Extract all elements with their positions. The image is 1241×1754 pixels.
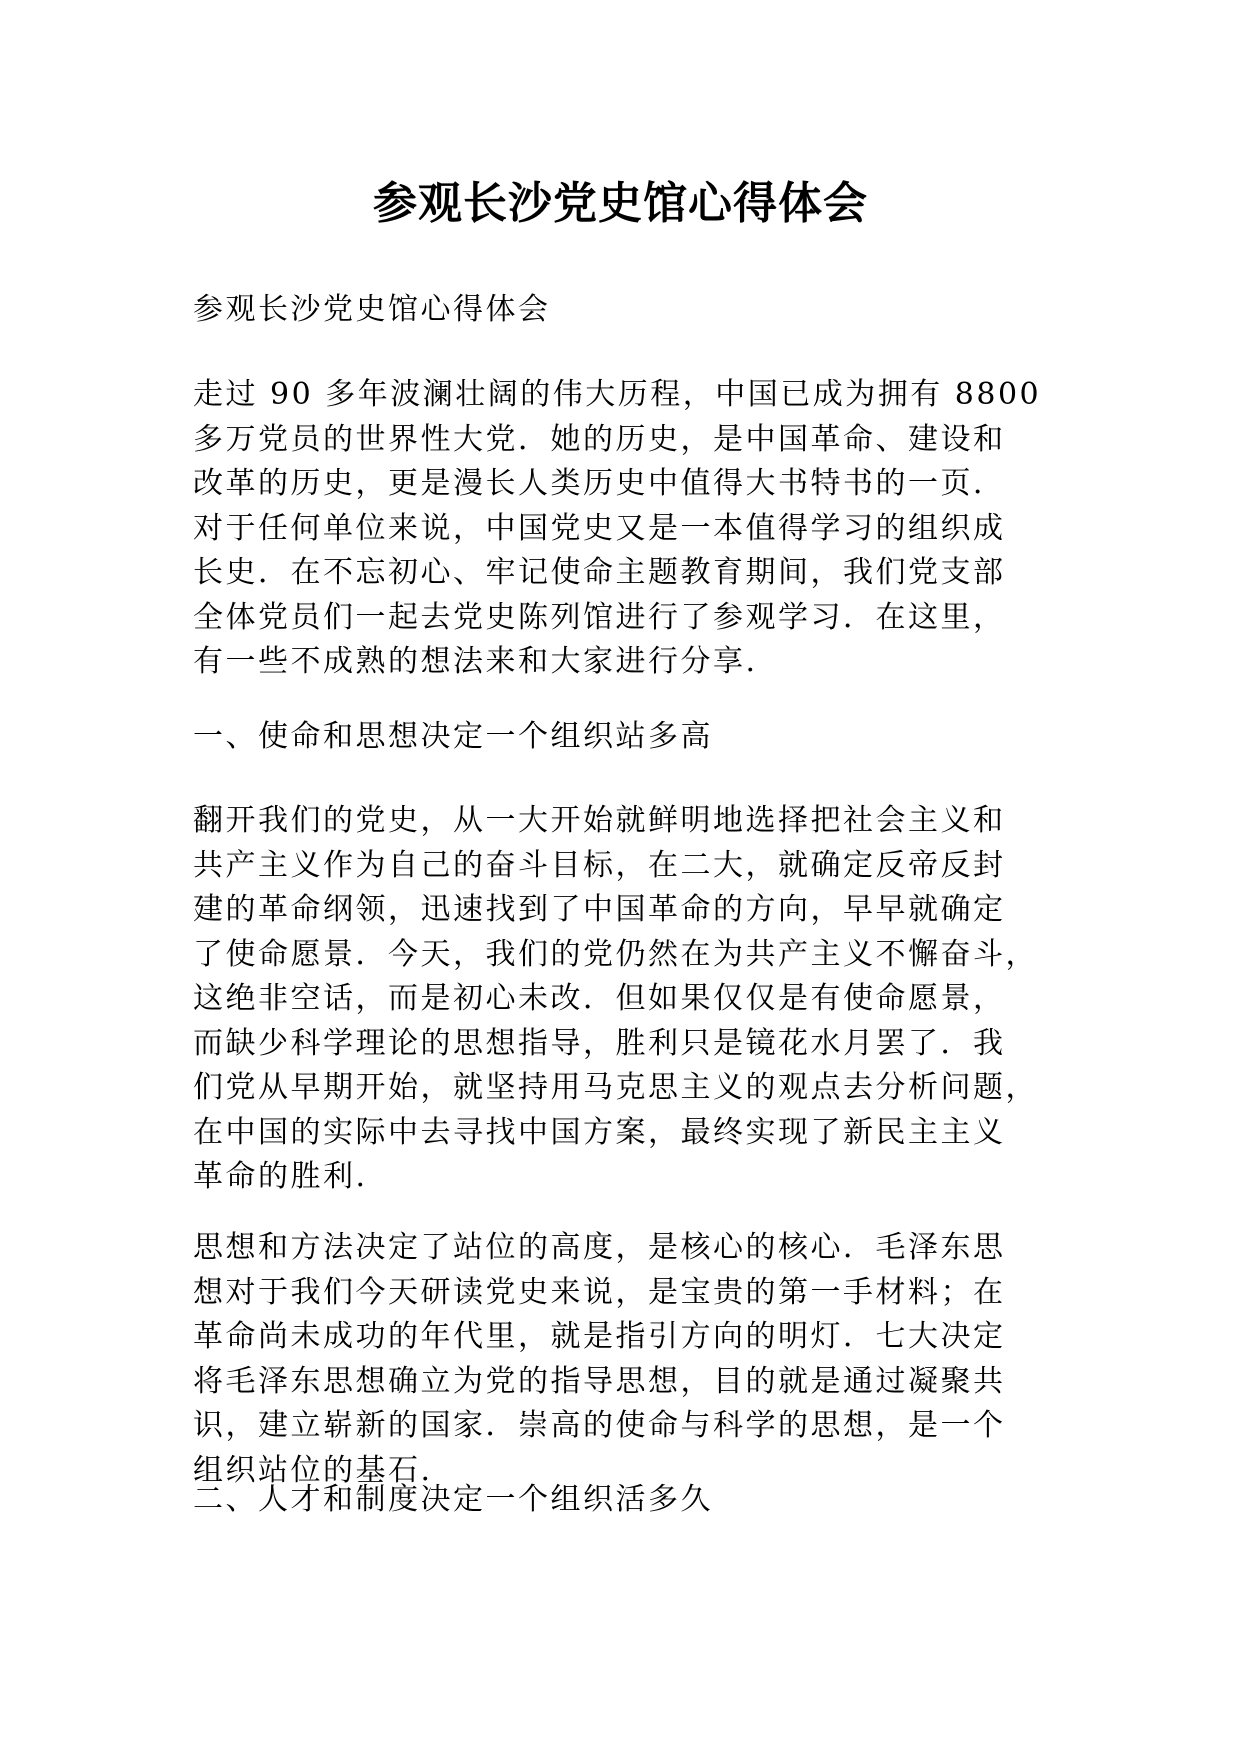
heading-line: 一、使命和思想决定一个组织站多高 [193,719,713,754]
intro-line: 改革的历史，更是漫长人类历史中值得大书特书的一页． [193,466,1006,501]
paragraph-line: 在中国的实际中去寻找中国方案，最终实现了新民主主义 [193,1114,1006,1150]
paragraph-line: 思想和方法决定了站位的高度，是核心的核心．毛泽东思 [193,1230,1006,1265]
intro-paragraph [193,373,1042,685]
paragraph-line: 翻开我们的党史，从一大开始就鲜明地选择把社会主义和 [193,803,1006,838]
paragraph-line: 想对于我们今天研读党史来说，是宝贵的第一手材料；在 [193,1274,1006,1310]
paragraph-line: 们党从早期开始，就坚持用马克思主义的观点去分析问题， [193,1070,1038,1105]
document-subtitle [193,288,1033,333]
intro-line: 有一些不成熟的想法来和大家进行分享. [193,644,758,679]
paragraph-line: 这绝非空话，而是初心未改．但如果仅仅是有使命愿景， [193,981,1006,1016]
section-1-paragraph-1 [193,799,1038,1200]
section-1-paragraph-2 [193,1226,1033,1493]
section-heading-1 [193,715,1033,760]
subtitle-line: 参观长沙党史馆心得体会 [193,292,551,327]
intro-line: 多万党员的世界性大党．她的历史，是中国革命、建设和 [193,421,1006,457]
paragraph-line: 组织站位的基石. [193,1452,433,1488]
document-title: 参观长沙党史馆心得体会 [373,178,868,229]
paragraph-line: 了使命愿景．今天，我们的党仍然在为共产主义不懈奋斗， [193,936,1038,972]
paragraph-line: 革命的胜利. [193,1159,368,1194]
heading-line: 二、人才和制度决定一个组织活多久 [193,1482,713,1517]
paragraph-line: 建的革命纲领，迅速找到了中国革命的方向，早早就确定 [193,892,1006,927]
intro-line: 长史．在不忘初心、牢记使命主题教育期间，我们党支部 [193,555,1006,590]
paragraph-line: 识，建立崭新的国家．崇高的使命与科学的思想，是一个 [193,1408,1006,1443]
intro-line: 全体党员们一起去党史陈列馆进行了参观学习．在这里， [193,599,1006,635]
paragraph-line: 共产主义作为自己的奋斗目标，在二大，就确定反帝反封 [193,847,1006,883]
paragraph-line: 将毛泽东思想确立为党的指导思想，目的就是通过凝聚共 [193,1363,1006,1399]
section-heading-2 [193,1478,1033,1523]
intro-line: 走过 90 多年波澜壮阔的伟大历程，中国已成为拥有 8800 [193,377,1042,412]
paragraph-line: 而缺少科学理论的思想指导，胜利只是镜花水月罢了．我 [193,1025,1006,1061]
intro-line: 对于任何单位来说，中国党史又是一本值得学习的组织成 [193,510,1006,546]
paragraph-line: 革命尚未成功的年代里，就是指引方向的明灯．七大决定 [193,1319,1006,1354]
